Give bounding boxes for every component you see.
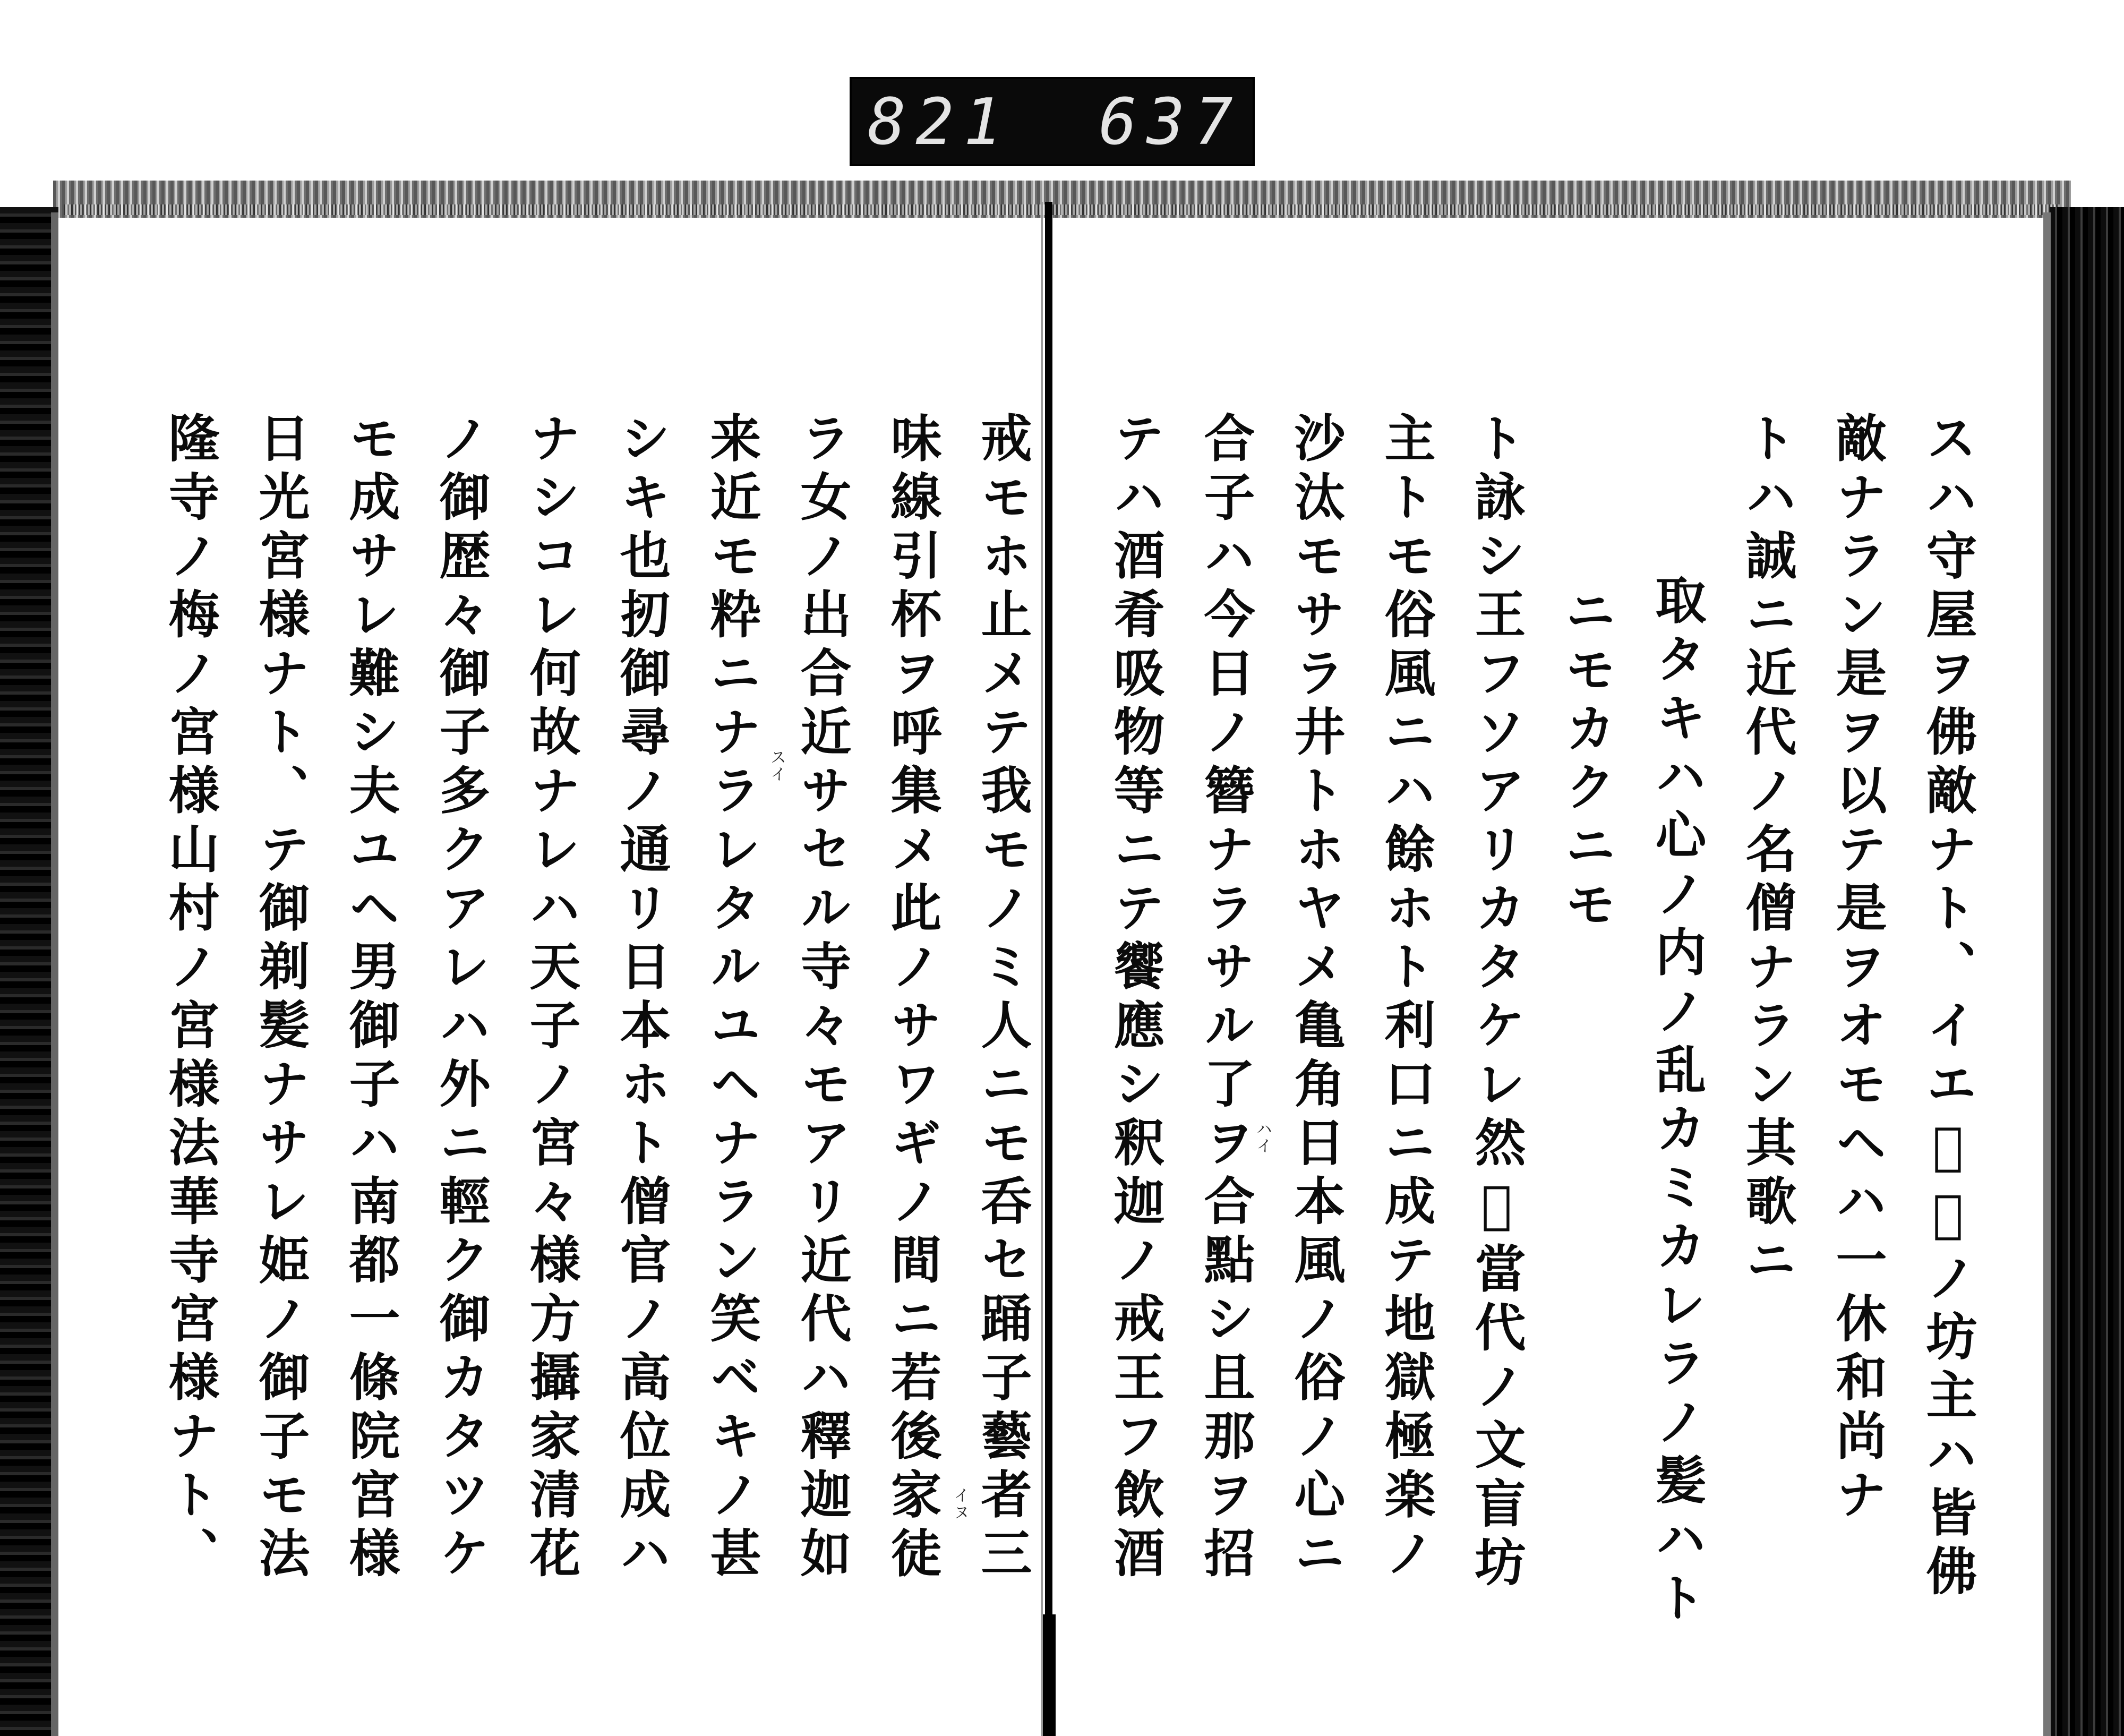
book-gutter (1045, 202, 1052, 1736)
left-book-edge (0, 207, 58, 1736)
text-column: 主トモ俗風ニハ餘ホト利口ニ成テ地獄極楽ノ (1376, 412, 1436, 1585)
frame-number-label (850, 77, 1255, 166)
text-column: 戒モホ止メテ我モノミ人ニモ呑セ踊子藝者三 (973, 412, 1033, 1585)
ruby-annotation: スイ (767, 749, 786, 783)
text-column: トハ誠ニ近代ノ名僧ナラン其歌ニ (1737, 412, 1797, 1292)
text-column: ト詠シ王フソアリカタケレ然𪜈當代ノ文盲坊 (1467, 412, 1527, 1594)
text-column: スハ守屋ヲ佛敵ナト、イエ𪜈今ノ坊主ハ皆佛 (1918, 412, 1978, 1603)
right-page-border (2043, 212, 2051, 1736)
gutter-shadow (1041, 202, 1043, 1736)
text-column: モ成サレ難シ夫ユヘ男御子ハ南都一條院宮様 (341, 412, 401, 1585)
text-column: 隆寺ノ梅ノ宮様山村ノ宮様法華寺宮様ナト、 (160, 412, 220, 1585)
text-column: テハ酒肴吸物等ニテ饗應シ釈迦ノ戒王フ飲酒 (1106, 412, 1166, 1585)
scan-noise-band-detail (64, 204, 2060, 215)
frame-left-number: 821 (868, 85, 1012, 159)
left-page-border (51, 212, 58, 1736)
ruby-annotation: イヌ (950, 1487, 969, 1521)
text-column: ニモカクニモ (1557, 584, 1617, 936)
text-column: 来近モ粋ニナラレタルユヘナラン笑ベキノ甚 (702, 412, 762, 1585)
right-book-edge (2050, 207, 2124, 1736)
text-column: 敵ナラン是ヲ以テ是ヲオモヘハ一休和尚ナ (1828, 412, 1888, 1527)
text-column: ラ女ノ出合近サセル寺々モアリ近代ハ釋迦如 (792, 412, 852, 1585)
text-column: ナシコレ何故ナレハ天子ノ宮々様方攝家清花 (521, 412, 581, 1585)
gutter-binding (1043, 1614, 1056, 1736)
frame-right-number: 637 (1099, 85, 1243, 159)
ruby-annotation: ハイ (1253, 1121, 1272, 1155)
text-column: 合子ハ今日ノ簪ナラサル了ヲ合點シ且那ヲ招 (1196, 412, 1256, 1585)
text-column: 味線引杯ヲ呼集メ此ノサワギノ間ニ若後家徒 (883, 412, 943, 1585)
text-column: シキ也扨御尋ノ通リ日本ホト僧官ノ高位成ハ (612, 412, 672, 1585)
text-column: ノ御歴々御子多クアレハ外ニ輕ク御カタツケ (431, 412, 491, 1585)
text-column: 沙汰モサラ井トホヤメ亀角日本風ノ俗ノ心ニ (1286, 412, 1346, 1585)
text-column: 取タキハ心ノ内ノ乱カミカレラノ髪ハト (1647, 574, 1707, 1630)
text-column: 日光宮様ナト、テ御剃髪ナサレ姫ノ御子モ法 (251, 412, 311, 1585)
